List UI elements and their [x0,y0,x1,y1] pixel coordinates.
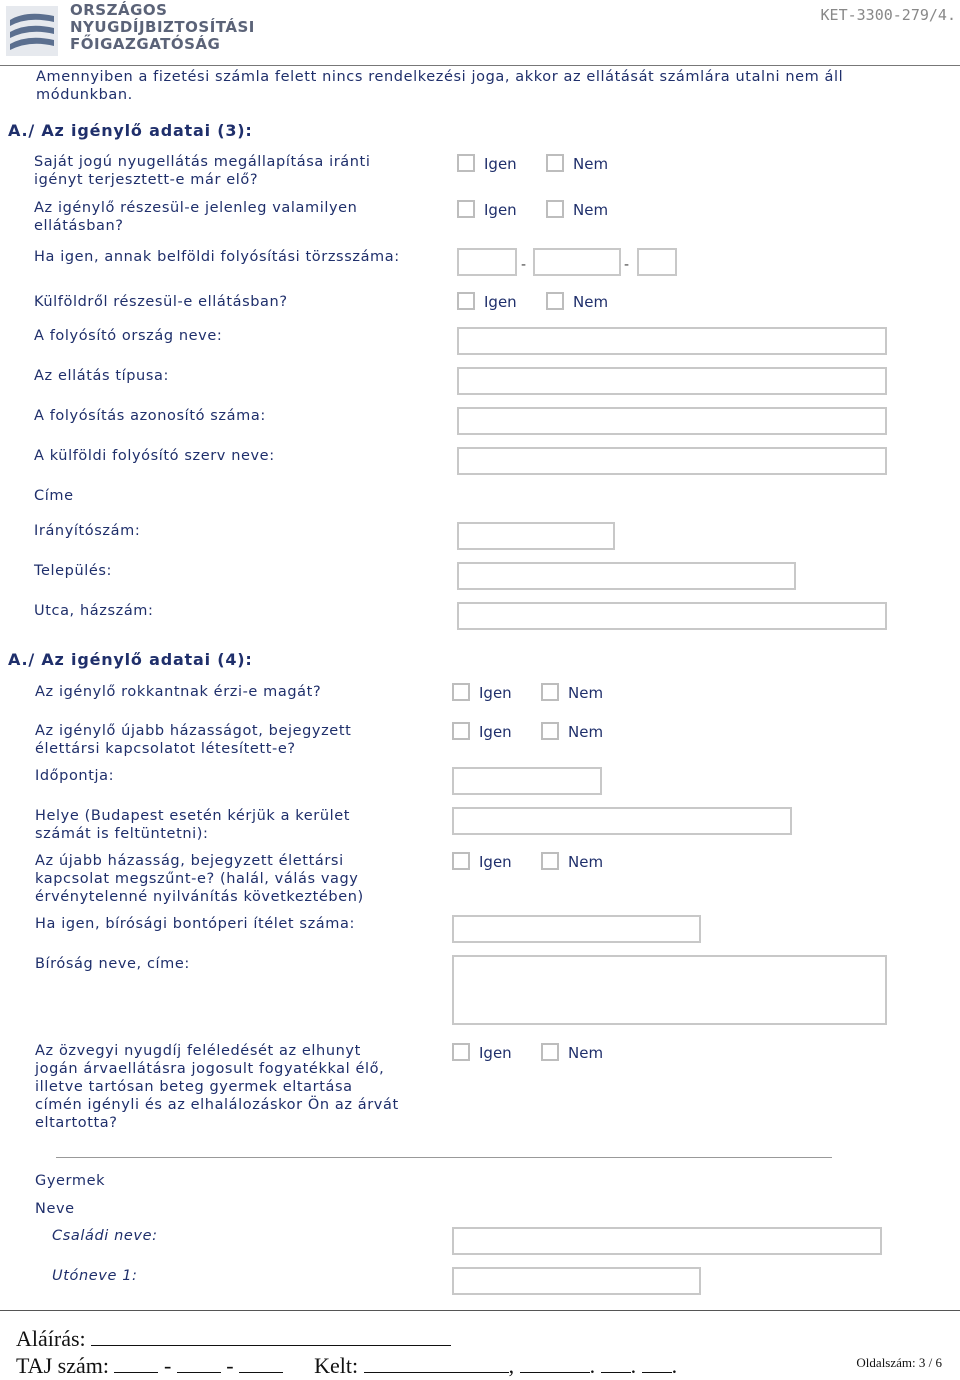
dot-3: . [671,1353,678,1378]
domestic-id-part-2[interactable] [533,248,621,276]
dot-1: . [589,1353,596,1378]
taj-label: TAJ szám: [16,1353,109,1378]
section-4-title: A./ Az igénylő adatai (4): [8,650,253,669]
q-new-marriage-no-checkbox[interactable] [541,722,559,740]
paying-country-input[interactable] [457,327,887,355]
q-domestic-id: Ha igen, annak belföldi folyósítási törzsszáma: [34,249,400,265]
city-label: Település: [34,563,113,579]
q-current-benefit-no-checkbox[interactable] [546,200,564,218]
signature-line[interactable] [91,1327,451,1346]
q-disabled-no-checkbox[interactable] [541,683,559,701]
comma: , [508,1353,515,1378]
no-label: Nem [568,723,604,741]
dash-2: - [624,257,630,273]
yes-label: Igen [484,293,517,311]
paying-country-label: A folyósító ország neve: [34,328,223,344]
q-widow-pension: Az özvegyi nyugdíj feléledését az elhunyt jogán árvaellátásra jogosult fogyatékkal élő, illetve tartósan beteg gyermek eltartása címén igényli és az elhalálozáskor Ön az árvát eltartotta? [35,1043,399,1131]
section-3-title: A./ Az igénylő adatai (3): [8,121,253,140]
benefit-type-input[interactable] [457,367,887,395]
q-foreign-benefit: Külföldről részesül-e ellátásban? [34,294,288,310]
q-prior-claim: Saját jogú nyugellátás megállapítása iránti igényt terjesztett-e már elő? [34,154,371,188]
q-marriage-ended: Az újabb házasság, bejegyzett élettársi kapcsolat megszűnt-e? (halál, válás vagy érvénytelenné nyilvánítás következtében) [35,853,364,905]
no-label: Nem [573,201,609,219]
no-label: Nem [573,293,609,311]
no-label: Nem [573,155,609,173]
postcode-label: Irányítószám: [34,523,141,539]
intro-text: Amennyiben a fizetési számla felett nincs rendelkezési joga, akkor az ellátását számlára utalni nem áll módunkban. [36,69,844,103]
logo-text [70,2,255,53]
domestic-id-part-1[interactable] [457,248,517,276]
taj-dash-2: - [226,1353,234,1378]
no-label: Nem [568,853,604,871]
address-label: Címe [34,488,74,504]
date-day-line[interactable] [642,1354,672,1373]
page-number: Oldalszám: 3 / 6 [856,1355,942,1370]
yes-label: Igen [479,1044,512,1062]
date-label: Időpontja: [35,768,115,784]
no-label: Nem [568,1044,604,1062]
q-current-benefit: Az igénylő részesül-e jelenleg valamilyen ellátásban? [34,200,358,234]
date-month-line[interactable] [601,1354,631,1373]
q-prior-claim-no-checkbox[interactable] [546,154,564,172]
q-new-marriage: Az igénylő újabb házasságot, bejegyzett élettársi kapcsolatot létesített-e? [35,723,352,757]
yes-label: Igen [484,155,517,173]
q-widow-pension-yes-checkbox[interactable] [452,1043,470,1061]
benefit-type-label: Az ellátás típusa: [34,368,169,384]
yes-label: Igen [479,853,512,871]
q-disabled-yes-checkbox[interactable] [452,683,470,701]
postcode-input[interactable] [457,522,615,550]
domestic-id-part-3[interactable] [637,248,677,276]
taj-row [16,1353,677,1379]
payment-id-input[interactable] [457,407,887,435]
yes-label: Igen [484,201,517,219]
taj-part-1[interactable] [114,1354,158,1373]
date-place-label: Kelt: [314,1353,359,1378]
logo-line-3: FŐIGAZGATÓSÁG [70,35,221,53]
marriage-place-input[interactable] [452,807,792,835]
child-label: Gyermek [35,1173,106,1189]
signature-row [16,1326,451,1352]
q-prior-claim-yes-checkbox[interactable] [457,154,475,172]
taj-part-3[interactable] [239,1354,283,1373]
footer-divider [0,1310,960,1311]
signature-label: Aláírás: [16,1326,86,1351]
yes-label: Igen [479,723,512,741]
marriage-date-input[interactable] [452,767,602,795]
city-input[interactable] [457,562,796,590]
child-name-label: Neve [35,1201,75,1217]
logo-emblem-icon [6,6,58,56]
q-disabled: Az igénylő rokkantnak érzi-e magát? [35,684,322,700]
logo-line-2: NYUGDÍJBIZTOSÍTÁSI [70,18,255,36]
logo [6,6,58,56]
q-foreign-benefit-no-checkbox[interactable] [546,292,564,310]
place-label: Helye (Budapest esetén kérjük a kerület számát is feltüntetni): [35,808,351,842]
court-name-input[interactable] [452,955,887,1025]
family-name-input[interactable] [452,1227,882,1255]
form-code: KET-3300-279/4. [820,6,956,24]
street-label: Utca, házszám: [34,603,154,619]
date-year-line[interactable] [520,1354,590,1373]
court-ruling-label: Ha igen, bírósági bontóperi ítélet száma: [35,916,355,932]
foreign-agency-input[interactable] [457,447,887,475]
header-divider [0,65,960,66]
payment-id-label: A folyósítás azonosító száma: [34,408,266,424]
q-current-benefit-yes-checkbox[interactable] [457,200,475,218]
family-name-label: Családi neve: [52,1228,158,1244]
q-widow-pension-no-checkbox[interactable] [541,1043,559,1061]
child-divider [56,1157,832,1158]
yes-label: Igen [479,684,512,702]
foreign-agency-label: A külföldi folyósító szerv neve: [34,448,275,464]
given-name-label: Utóneve 1: [52,1268,138,1284]
taj-dash-1: - [163,1353,172,1378]
court-ruling-input[interactable] [452,915,701,943]
date-place-line[interactable] [364,1354,509,1373]
taj-part-2[interactable] [177,1354,221,1373]
q-foreign-benefit-yes-checkbox[interactable] [457,292,475,310]
logo-line-1: ORSZÁGOS [70,1,168,19]
dash-1: - [521,257,527,273]
court-name-label: Bíróság neve, címe: [35,956,190,972]
q-marriage-ended-yes-checkbox[interactable] [452,852,470,870]
q-new-marriage-yes-checkbox[interactable] [452,722,470,740]
q-marriage-ended-no-checkbox[interactable] [541,852,559,870]
street-input[interactable] [457,602,887,630]
dot-2: . [630,1353,637,1378]
no-label: Nem [568,684,604,702]
given-name-input[interactable] [452,1267,701,1295]
